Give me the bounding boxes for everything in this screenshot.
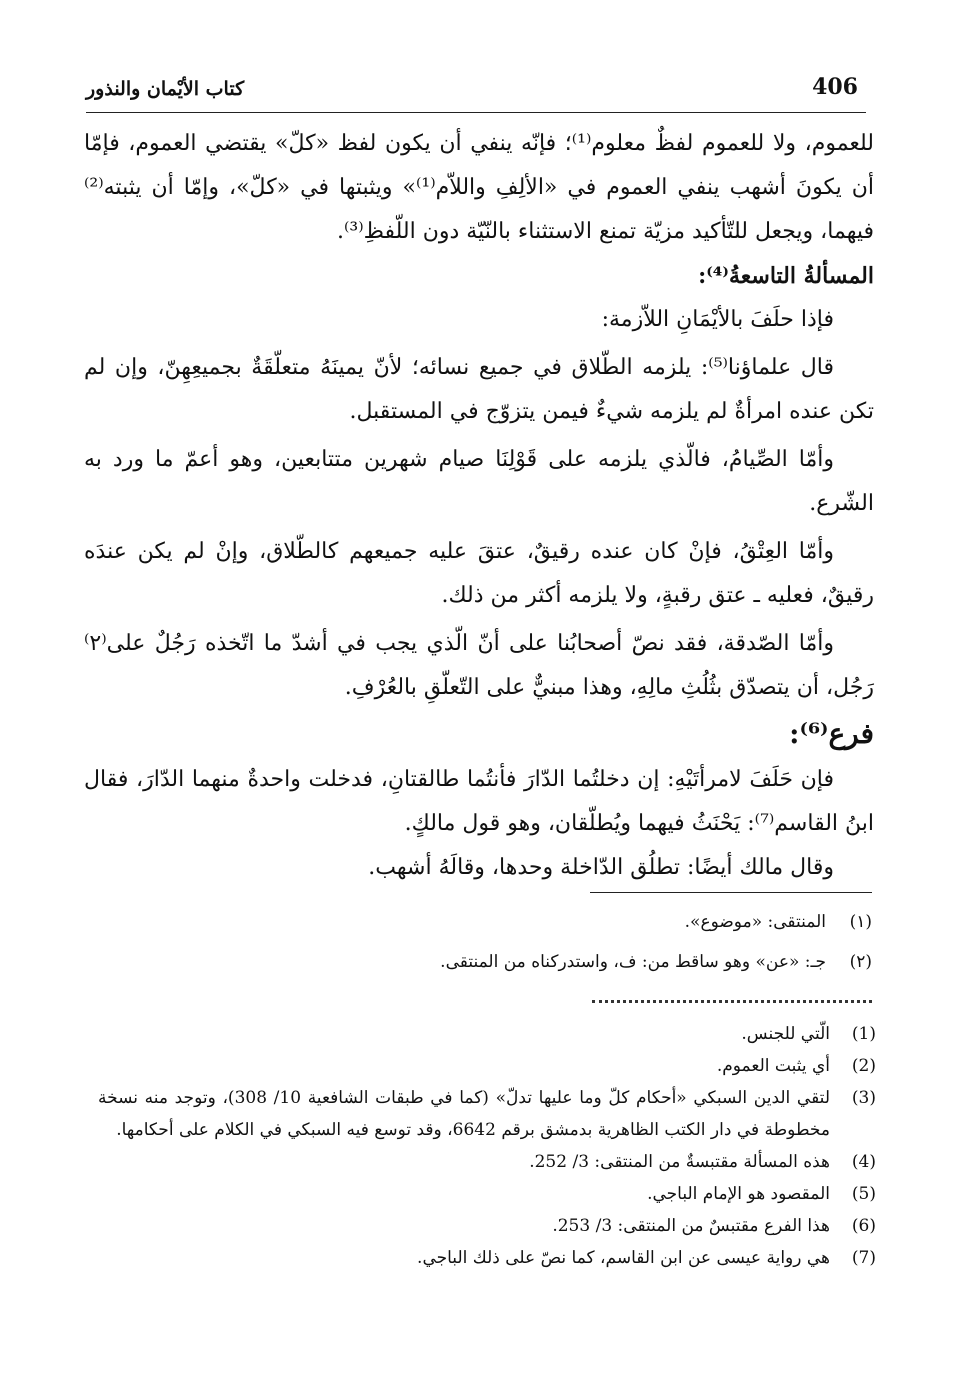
paragraph: وأمّا الصِّيامُ، فالّذي يلزمه على قَوْلِنَا صيام شهرين متتابعين، وهو أعمّ ما ورد به الشّرع. (84, 447, 874, 516)
footnote-number: (5) (851, 1184, 876, 1204)
footnote-number: (6) (851, 1216, 876, 1236)
footnote (98, 1242, 876, 1274)
main-text (84, 122, 874, 890)
footnote-text: لتقي الدين السبكي «أحكام كلّ وما عليها تدلّ» (كما في طبقات الشافعية 10/ 308)، وتوجد منه نسخة مخطوطة في دار الكتب الظاهرية بدمشق برقم 6642، وقد توسع فيه السبكي في الكلام على أحكامها. (98, 1088, 830, 1140)
footnote-text: جـ: «عن» وهو ساقط من: ف، واستدركناه من المنتقى. (440, 952, 826, 972)
footnote-text: هي رواية عيسى عن ابن القاسم، كما نصّ على ذلك الباجي. (417, 1248, 830, 1268)
footnote (98, 1178, 876, 1210)
section-heading: المسألةُ التاسعةُ⁽⁴⁾: (698, 263, 874, 289)
page-number: 406 (812, 74, 858, 100)
footnote-number: (٢) (849, 952, 872, 972)
footnote-text: أي يثبت العموم. (716, 1056, 830, 1076)
dotted-divider (592, 1000, 872, 1003)
footnote (98, 1050, 876, 1082)
paragraph: فإذا حلَفَ بالأيْمَانِ اللاّزمة: (601, 307, 834, 332)
footnote (300, 942, 872, 982)
footnote-text: المنتقى: «موضوع». (684, 912, 826, 932)
paragraph: وأمّا الصّدقة، فقد نصّ أصحابُنا على أنّ الّذي يجب في أشدّ ما اتّخذه رَجُلٌ على⁽٢⁾ رَجُل، أن يتصدّق بثُلُثِ مالِهِ، وهذا مبنيٌّ على التّعلّقِ بالعُرْفِ. (84, 631, 874, 700)
paragraph: للعموم، ولا للعموم لفظٌ معلوم⁽¹⁾؛ فإنّه ينفي أن يكون لفظ «كلّ» يقتضي العموم، فإمّا أن يكونَ أشهب ينفي العموم في «الألِفِ واللاّم⁽¹⁾» ويثبتها في «كلّ»، وإمّا أن يثبته⁽²⁾ فيهما، ويجعل للتّأكيد مزيّة تمنع الاستثناء بالنّيّة دون اللّفظِ⁽³⁾. (84, 131, 875, 244)
editor-footnotes (98, 1018, 876, 1274)
footnote (98, 1146, 876, 1178)
footnote-text: هذه المسألة مقتبسةٌ من المنتقى: 3/ 252. (529, 1152, 830, 1172)
page-header (86, 72, 866, 113)
running-title: كتاب الأيْمان والنذور (86, 78, 245, 100)
paragraph: وأمّا العِتْقُ، فإنْ كان عنده رقيقٌ، عتقَ عليه جميعهم كالطّلاق، وإنْ لم يكن عندَه رقيقٌ، فعليه ـ عتق رقبةٍ، ولا يلزمه أكثر من ذلك. (84, 539, 874, 608)
footnote-number: (2) (851, 1056, 876, 1076)
paragraph: فإن حَلَفَ لامرأتَيْهِ: إن دخلتُما الدّارَ فأنتُما طالقتانِ، فدخلت واحدةٌ منهما الدّارَ، فقال ابنُ القاسم⁽⁷⁾: يَحْنَثُ فيهما ويُطلّقان، وهو قول مالكٍ. (84, 767, 874, 836)
paragraph: وقال مالك أيضًا: تطلُق الدّاخلة وحدها، وقالَهُ أشهب. (368, 855, 834, 880)
footnote-divider (590, 892, 872, 893)
footnote-text: المقصود هو الإمام الباجي. (647, 1184, 830, 1204)
footnote-number: (7) (851, 1248, 876, 1268)
footnote-number: (١) (849, 912, 872, 932)
subsection-heading: فرع⁽⁶⁾: (789, 717, 874, 750)
footnote-number: (1) (851, 1024, 876, 1044)
footnote (300, 902, 872, 942)
manuscript-footnotes (300, 902, 872, 982)
footnote-number: (4) (851, 1152, 876, 1172)
footnote-text: هذا الفرع مقتبسٌ من المنتقى: 3/ 253. (552, 1216, 830, 1236)
paragraph: قال علماؤنا⁽⁵⁾: يلزمه الطّلاق في جميع نسائه؛ لأنّ يمينَهُ متعلّقَةٌ بجميعِهِنّ، وإن لم تكن عنده امرأةٌ لم يلزمه شيءٌ فيمن يتزوّج في المستقبل. (84, 355, 874, 424)
footnote (98, 1210, 876, 1242)
footnote (98, 1082, 876, 1146)
footnote (98, 1018, 876, 1050)
footnote-text: الّتي للجنس. (741, 1024, 830, 1044)
footnote-number: (3) (851, 1088, 876, 1108)
